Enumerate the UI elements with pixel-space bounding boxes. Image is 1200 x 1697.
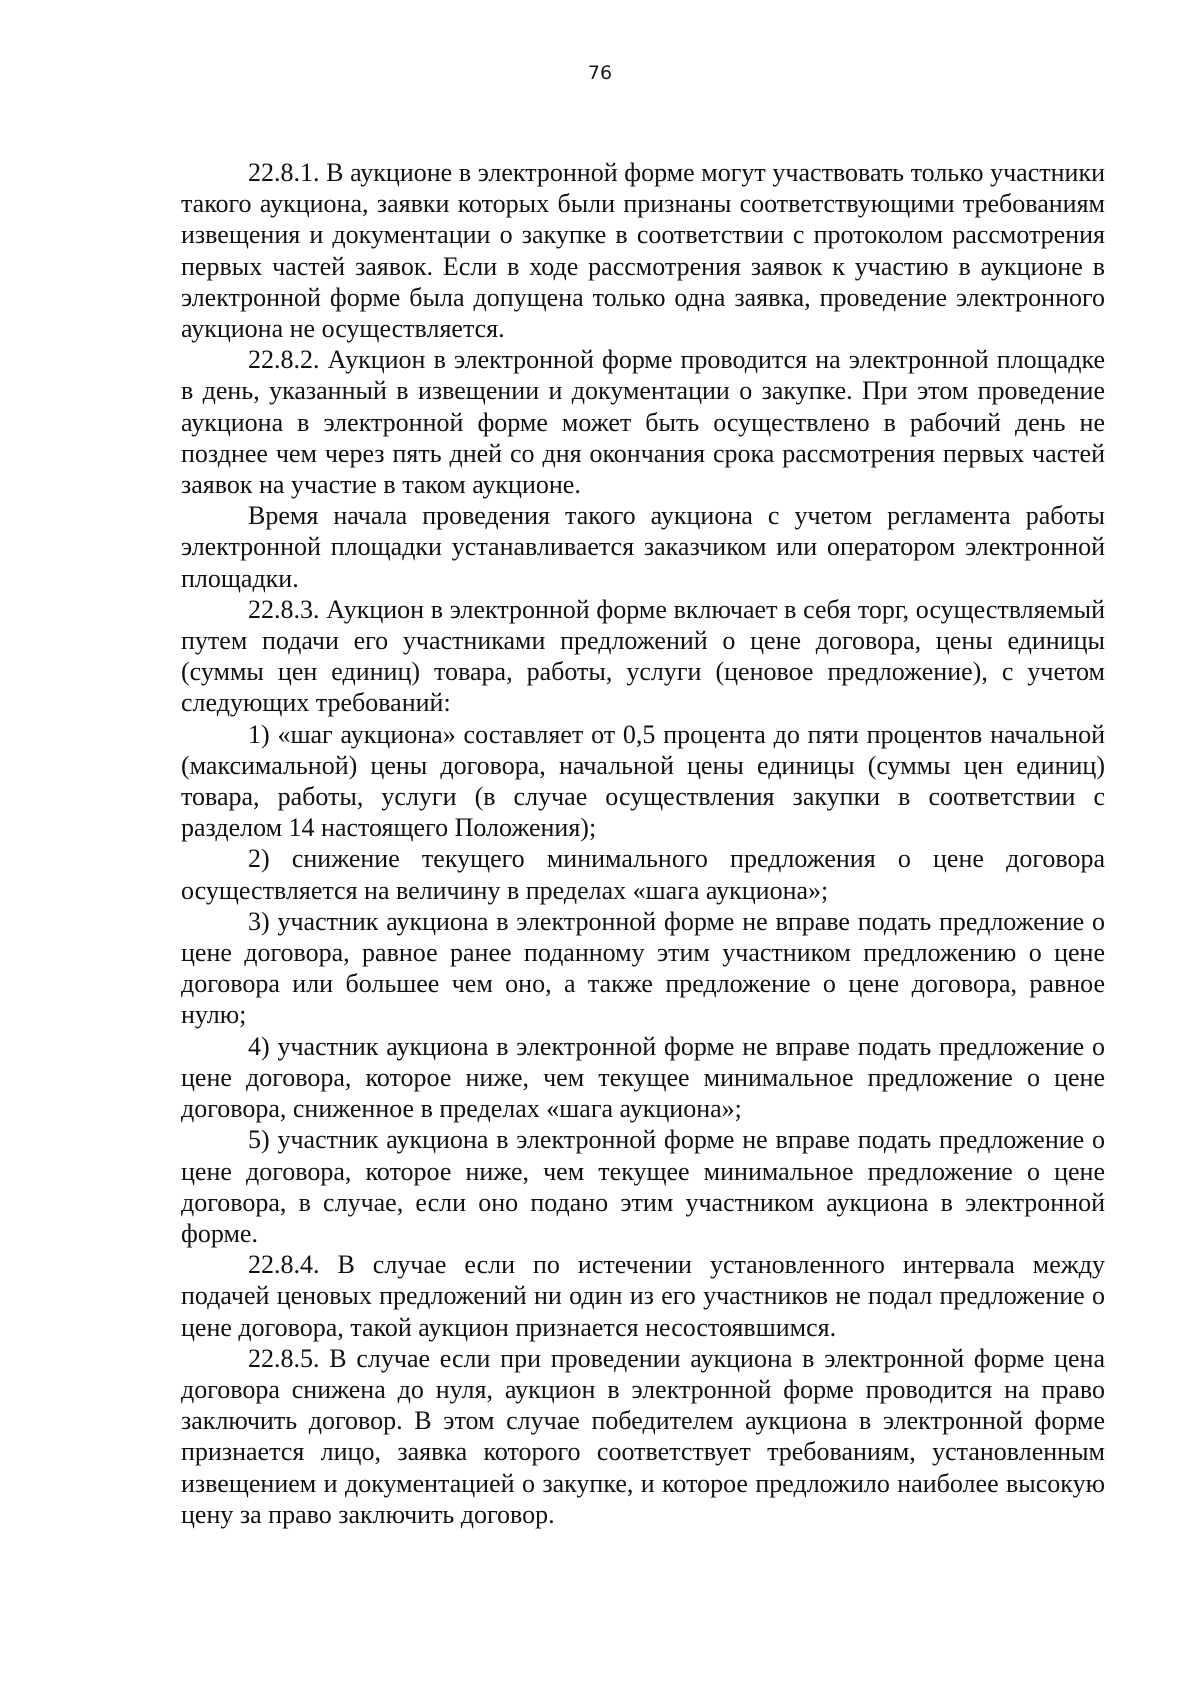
paragraph-22-8-4: 22.8.4. В случае если по истечении установленного интервала между подачей ценовых предложений ни один из его участников не подал предложение о цене договора, такой аукцион признается несостоявшимся. [181, 1250, 1105, 1342]
list-item-4: 4) участник аукциона в электронной форме не вправе подать предложение о цене договора, которое ниже, чем текущее минимальное предложение о цене договора, сниженное в пределах «шага аукциона»; [181, 1031, 1105, 1124]
list-item-1: 1) «шаг аукциона» составляет от 0,5 процента до пяти процентов начальной (максимальной) цены договора, начальной цены единицы (суммы цен единиц) товара, работы, услуги (в случае осуществления закупки в соответствии с разделом 14 настоящего Положения); [181, 719, 1105, 843]
paragraph-22-8-3: 22.8.3. Аукцион в электронной форме включает в себя торг, осуществляемый путем подачи его участниками предложений о цене договора, цены единицы (суммы цен единиц) товара, работы, услуги (ценовое предложение), с учетом следующих требований: [181, 594, 1105, 718]
list-item-2: 2) снижение текущего минимального предложения о цене договора осуществляется на величину в пределах «шага аукциона»; [181, 844, 1105, 905]
page-number: 76 [587, 62, 613, 84]
paragraph-22-8-5: 22.8.5. В случае если при проведении аукциона в электронной форме цена договора снижена до нуля, аукцион в электронной форме проводится на право заключить договор. В этом случае победителем аукциона в электронной форме признается лицо, заявка которого соответствует требованиям, установленным извещением и документацией о закупке, и которое предложило наиболее высокую цену за право заключить договор. [181, 1343, 1105, 1529]
paragraph-auction-start-time: Время начала проведения такого аукциона с учетом регламента работы электронной площадки устанавливается заказчиком или оператором электронной площадки. [181, 501, 1105, 593]
paragraph-22-8-1: 22.8.1. В аукционе в электронной форме могут участвовать только участники такого аукциона, заявки которых были признаны соответствующими требованиям извещения и документации о закупке в соответствии с протоколом рассмотрения первых частей заявок. Если в ходе рассмотрения заявок к участию в аукционе в электронной форме была допущена только одна заявка, проведение электронного аукциона не осуществляется. [181, 158, 1105, 344]
list-item-3: 3) участник аукциона в электронной форме не вправе подать предложение о цене договора, равное ранее поданному этим участником предложению о цене договора или большее чем оно, а также предложение о цене договора, равное нулю; [181, 906, 1105, 1030]
document-body [181, 157, 1105, 1530]
paragraph-22-8-2: 22.8.2. Аукцион в электронной форме проводится на электронной площадке в день, указанный в извещении и документации о закупке. При этом проведение аукциона в электронной форме может быть осуществлено в рабочий день не позднее чем через пять дней со дня окончания срока рассмотрения первых частей заявок на участие в таком аукционе. [181, 345, 1105, 500]
list-item-5: 5) участник аукциона в электронной форме не вправе подать предложение о цене договора, которое ниже, чем текущее минимальное предложение о цене договора, в случае, если оно подано этим участником аукциона в электронной форме. [181, 1125, 1105, 1248]
